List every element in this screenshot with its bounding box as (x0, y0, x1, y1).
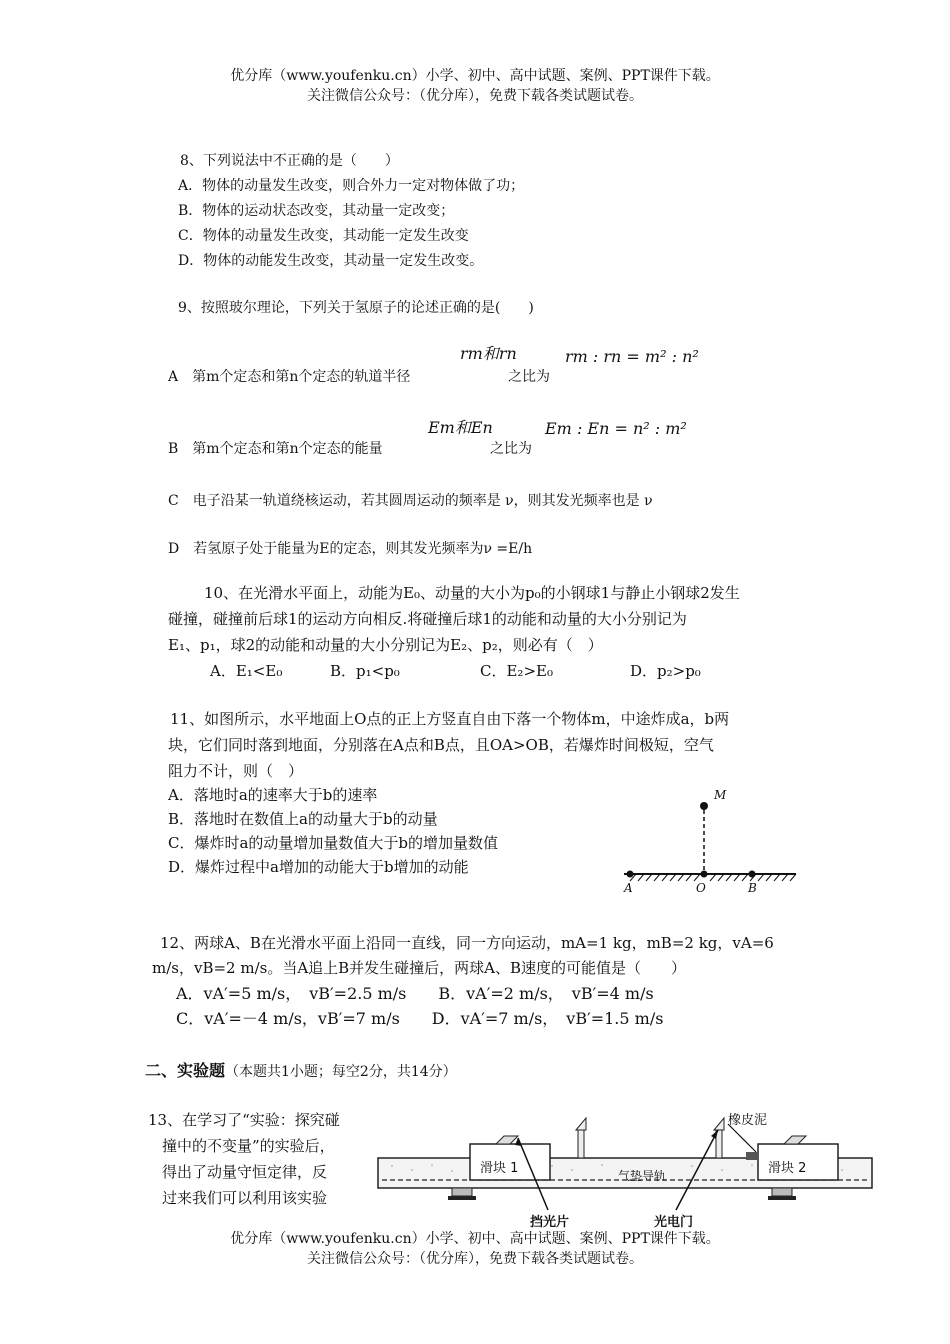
point-o-dot (701, 871, 708, 878)
q9-option-b-mid: 之比为 (490, 441, 532, 457)
q12-options-row-1: A．vA′=5 m/s， vB′=2.5 m/s B．vA′=2 m/s， vB′=4 m/s (176, 984, 654, 1003)
section-2-heading (145, 1058, 457, 1081)
q10-option-a: A．E₁<E₀ (210, 662, 283, 680)
q9-a-pair: rm和rn (460, 344, 517, 363)
footer-line-2: 关注微信公众号：（优分库），免费下载各类试题试卷。 (307, 1251, 643, 1267)
slider-2-label: 滑块 2 (768, 1161, 807, 1176)
q11-line-2: 块，它们同时落到地面，分别落在A点和B点，且OA>OB，若爆炸时间极短，空气 (168, 736, 714, 754)
support-left (452, 1188, 472, 1196)
q9-option-c: C 电子沿某一轨道绕核运动，若其圆周运动的频率是 ν，则其发光频率也是 ν (168, 493, 653, 509)
q10-option-d: D．p₂>p₀ (630, 662, 701, 680)
q11-line-3: 阻力不计，则（ ） (168, 762, 304, 780)
point-b-dot (749, 871, 756, 878)
point-a-dot (627, 871, 634, 878)
photogate-left (576, 1118, 586, 1158)
header-line-2: 关注微信公众号：（优分库），免费下载各类试题试卷。 (307, 88, 643, 104)
q10-line-2: 碰撞，碰撞前后球1的运动方向相反.将碰撞后球1的动能和动量的大小分别记为 (168, 610, 687, 628)
ground-hatch (630, 874, 796, 881)
label-o: O (696, 881, 706, 894)
q12-line-1: 12、两球A、B在光滑水平面上沿同一直线，同一方向运动，mA=1 kg，mB=2 kg，vA=6 (160, 934, 774, 952)
q12-options-row-2: C．vA′=－4 m/s，vB′=7 m/s D．vA′=7 m/s， vB′=1.5 m/s (176, 1009, 664, 1028)
q9-stem: 9、按照玻尔理论，下列关于氢原子的论述正确的是( ) (178, 300, 534, 316)
q11-line-1: 11、如图所示，水平地面上O点的正上方竖直自由下落一个物体m，中途炸成a，b两 (170, 710, 730, 728)
shutter-label: 挡光片 (530, 1215, 570, 1230)
q11-option-d: D．爆炸过程中a增加的动能大于b增加的动能 (168, 858, 469, 876)
q9-option-d: D 若氢原子处于能量为E的定态，则其发光频率为ν =E/h (168, 541, 533, 557)
header-line-1: 优分库（www.youfenku.cn）小学、初中、高中试题、案例、PPT课件下载。 (230, 68, 720, 84)
rubber-leader (728, 1124, 756, 1152)
track-label: 气垫导轨 (618, 1169, 667, 1183)
q11-option-a: A．落地时a的速率大于b的速率 (168, 786, 378, 804)
slider-1-label: 滑块 1 (480, 1161, 519, 1176)
q9-b-ratio: Em : En = n² : m² (545, 419, 687, 438)
q9-option-a-prefix: A 第m个定态和第n个定态的轨道半径 (168, 369, 411, 385)
q13-line-3: 得出了动量守恒定律，反 (162, 1163, 328, 1181)
gate-label: 光电门 (654, 1215, 694, 1230)
label-m: M (714, 788, 727, 802)
label-b: B (748, 881, 757, 894)
footer-line-1: 优分库（www.youfenku.cn）小学、初中、高中试题、案例、PPT课件下载。 (230, 1231, 720, 1247)
q13-air-track-diagram (372, 1108, 876, 1230)
q10-line-3: E₁、p₁，球2的动能和动量的大小分别记为E₂、p₂，则必有（ ） (168, 636, 603, 654)
q10-line-1: 10、在光滑水平面上，动能为E₀、动量的大小为p₀的小钢球1与静止小钢球2发生 (204, 584, 740, 602)
support-left-base (448, 1196, 476, 1200)
section-2-title: 二、实验题 (145, 1061, 226, 1080)
object-m-dot (700, 802, 708, 810)
q13-line-4: 过来我们可以利用该实验 (162, 1189, 328, 1207)
q9-a-ratio: rm : rn = m² : n² (565, 347, 699, 366)
q8-option-b: B．物体的运动状态改变，其动量一定改变； (178, 203, 455, 219)
support-right-base (768, 1196, 796, 1200)
q12-line-2: m/s，vB=2 m/s。当A追上B并发生碰撞后，两球A、B速度的可能值是（ ） (152, 959, 687, 977)
q8-stem: 8、下列说法中不正确的是（ ） (180, 153, 399, 169)
q8-option-d: D．物体的动能发生改变，其动量一定发生改变。 (178, 253, 484, 269)
slider-2-plate (784, 1136, 806, 1144)
q13-line-2: 撞中的不变量”的实验后， (162, 1137, 335, 1155)
q10-option-b: B．p₁<p₀ (330, 662, 400, 680)
q11-option-c: C．爆炸时a的动量增加量数值大于b的增加量数值 (168, 834, 499, 852)
rubber-clay (746, 1152, 758, 1160)
q11-option-b: B．落地时在数值上a的动量大于b的动量 (168, 810, 438, 828)
q8-option-c: C．物体的动量发生改变，其动能一定发生改变 (178, 228, 469, 244)
label-a: A (624, 881, 633, 894)
shutter-plate (496, 1136, 518, 1144)
q8-option-a: A．物体的动量发生改变，则合外力一定对物体做了功； (178, 178, 525, 194)
q13-line-1: 13、在学习了“实验：探究碰 (148, 1111, 340, 1129)
section-2-note: （本题共1小题；每空2分，共14分） (225, 1064, 457, 1080)
shutter-arrowhead (515, 1138, 522, 1146)
q10-option-c: C．E₂>E₀ (480, 662, 553, 680)
q9-b-pair: Em和En (428, 418, 493, 437)
support-right (772, 1188, 792, 1196)
q9-option-b-prefix: B 第m个定态和第n个定态的能量 (168, 441, 383, 457)
q9-option-a-mid: 之比为 (508, 369, 550, 385)
rubber-label: 橡皮泥 (728, 1113, 768, 1128)
q11-diagram (610, 782, 810, 894)
